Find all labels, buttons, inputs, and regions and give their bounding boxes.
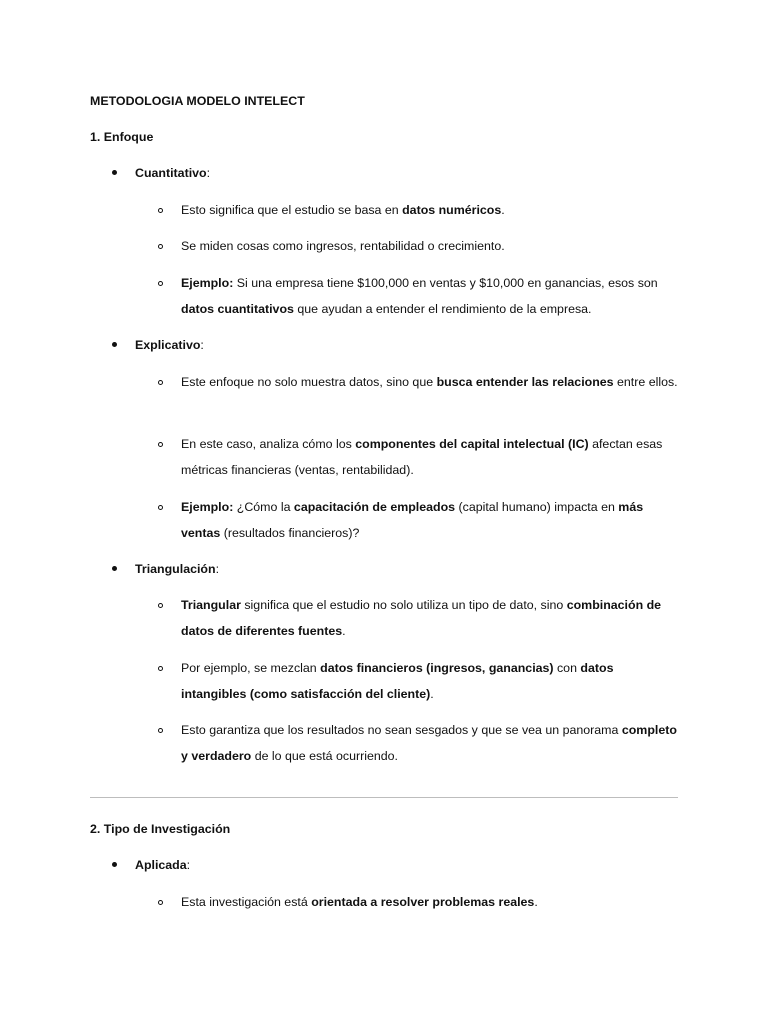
bold-text-run: busca entender las relaciones xyxy=(436,375,614,389)
text-run: significa que el estudio no solo utiliza un tipo de dato, sino xyxy=(240,598,567,612)
bullet-explicativo: Explicativo: xyxy=(112,338,204,352)
text-run: (resultados financieros)? xyxy=(220,526,360,540)
sub-item xyxy=(158,203,678,223)
section-heading-enfoque: 1. Enfoque xyxy=(90,130,154,144)
sub-item xyxy=(158,276,678,322)
bullet-cuantitativo: Cuantitativo: xyxy=(112,166,210,180)
sub-item xyxy=(158,500,678,546)
sub-item xyxy=(158,375,678,395)
circle-bullet-icon xyxy=(158,666,163,671)
circle-bullet-icon xyxy=(158,505,163,510)
text-run: Esto garantiza que los resultados no sean sesgados y que se vea un panorama xyxy=(181,723,622,737)
circle-bullet-icon xyxy=(158,900,163,905)
bold-text-run: datos financieros (ingresos, ganancias) xyxy=(320,661,554,675)
circle-bullet-icon xyxy=(158,244,163,249)
text-run: Si una empresa tiene $100,000 en ventas y $10,000 en ganancias, esos son xyxy=(233,276,658,290)
text-run: con xyxy=(553,661,581,675)
text-run: . xyxy=(534,895,538,909)
bullet-triangulacion: Triangulación: xyxy=(112,562,219,576)
bold-text-run: Ejemplo: xyxy=(181,276,234,290)
circle-bullet-icon xyxy=(158,728,163,733)
text-run: afectan esas métricas financieras (ventas, rentabilidad). xyxy=(181,437,663,477)
document-title: METODOLOGIA MODELO INTELECT xyxy=(90,94,305,108)
text-run: Esto significa que el estudio se basa en xyxy=(181,203,403,217)
bold-text-run: datos cuantitativos xyxy=(181,302,294,316)
text-run: que ayudan a entender el rendimiento de la empresa. xyxy=(293,302,592,316)
sub-item xyxy=(158,661,678,707)
text-run: Esta investigación está xyxy=(181,895,312,909)
bold-text-run: componentes del capital intelectual (IC) xyxy=(355,437,589,451)
circle-bullet-icon xyxy=(158,442,163,447)
bullet-dot-icon xyxy=(112,862,117,867)
bullet-dot-icon xyxy=(112,342,117,347)
bullet-dot-icon xyxy=(112,566,117,571)
circle-bullet-icon xyxy=(158,603,163,608)
circle-bullet-icon xyxy=(158,281,163,286)
text-run: Este enfoque no solo muestra datos, sino que xyxy=(181,375,437,389)
section-heading-tipo-investigacion: 2. Tipo de Investigación xyxy=(90,822,231,836)
circle-bullet-icon xyxy=(158,208,163,213)
text-run: Se miden cosas como ingresos, rentabilidad o crecimiento. xyxy=(181,239,505,253)
bold-text-run: combinación de datos de diferentes fuentes xyxy=(181,598,662,638)
sub-item xyxy=(158,895,678,915)
bold-text-run: más ventas xyxy=(181,500,644,540)
text-run: . xyxy=(430,687,434,701)
bullet-dot-icon xyxy=(112,170,117,175)
text-run: entre ellos. xyxy=(613,375,678,389)
circle-bullet-icon xyxy=(158,380,163,385)
text-run: de lo que está ocurriendo. xyxy=(251,749,398,763)
bold-text-run: datos intangibles (como satisfacción del cliente) xyxy=(181,661,614,701)
text-run: En este caso, analiza cómo los xyxy=(181,437,356,451)
bold-text-run: Ejemplo: xyxy=(181,500,234,514)
text-run: . xyxy=(501,203,505,217)
horizontal-divider xyxy=(90,797,678,798)
text-run: Por ejemplo, se mezclan xyxy=(181,661,321,675)
bold-text-run: orientada a resolver problemas reales xyxy=(311,895,535,909)
sub-item xyxy=(158,239,678,259)
text-run: ¿Cómo la xyxy=(233,500,294,514)
bold-text-run: datos numéricos xyxy=(402,203,502,217)
sub-item xyxy=(158,598,678,644)
text-run: (capital humano) impacta en xyxy=(455,500,619,514)
text-run: . xyxy=(342,624,346,638)
sub-item xyxy=(158,437,678,483)
bold-text-run: Triangular xyxy=(181,598,241,612)
bold-text-run: completo y verdadero xyxy=(181,723,677,763)
sub-item xyxy=(158,723,678,769)
bold-text-run: capacitación de empleados xyxy=(293,500,456,514)
bullet-aplicada: Aplicada: xyxy=(112,858,190,872)
